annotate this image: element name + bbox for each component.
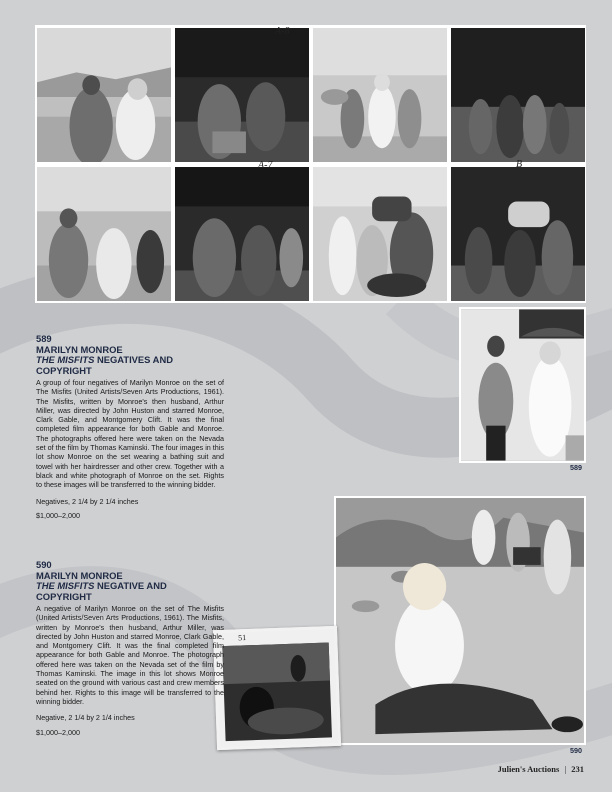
lot-description: A negative of Marilyn Monroe on the set of The Misfits (United Artists/Seven Arts Productions, 1961). The Misfits, written by Monroe's then husband, Arthur Miller, was directed by John Huston and starred Monroe, Clark Gable, and Montgomery Clift. It was the final completed film appearance for both Gable and Monroe. The photograph offered here was taken on the Nevada set of the film by Thomas Kaminski. The image in this lot shows Monroe seated on the ground with various cast and crew members behind her. Rights to this image will be transferred to the winning bidder.: [36, 604, 224, 706]
lot-description: A group of four negatives of Marilyn Monroe on the set of The Misfits (United Artists/Seven Arts Productions, 1961). The Misfits, written by Monroe's then husband, Arthur Miller, was directed by John Huston and starred Monroe, Clark Gable, and Montgomery Clift. It was the final completed film appearance for both Gable and Monroe. The photographs offered here were taken on the Nevada set of the film by Thomas Kaminski. The four images in this lot show Monroe on the set wearing a bathing suit and towel with her hairdresser and other crew. Together with a black and white photograph of Monroe on the set. Rights to these images will be transferred to the winning bidder.: [36, 378, 224, 490]
negative-mark-small: 51: [238, 633, 247, 643]
negative-4: [450, 166, 586, 302]
page-footer: [498, 764, 584, 774]
lot-number: 589: [36, 333, 52, 344]
lot-estimate: $1,000–2,000: [36, 510, 80, 520]
negative-print-2: [312, 27, 448, 163]
lot-589-photo: [459, 307, 586, 463]
lot-589: [36, 334, 224, 520]
lot-number: 590: [36, 559, 52, 570]
footer-separator: |: [564, 764, 567, 774]
lot-dimensions: Negatives, 2 1/4 by 2 1/4 inches: [36, 496, 139, 506]
negative-print-4: [312, 166, 448, 302]
lot-subtitle-rest: NEGATIVE AND COPYRIGHT: [36, 580, 167, 602]
lot-dimensions: Negative, 2 1/4 by 2 1/4 inches: [36, 713, 135, 723]
lot-subtitle: [36, 581, 224, 602]
negative-mark-b: B: [516, 159, 523, 170]
negative-print-1: [36, 27, 172, 163]
negative-1: [174, 27, 310, 163]
lot-title: MARILYN MONROE: [36, 569, 123, 581]
lot-subtitle-film: THE MISFITS: [36, 580, 95, 591]
lot-subtitle-film: THE MISFITS: [36, 354, 95, 365]
lot-subtitle-rest: NEGATIVES AND COPYRIGHT: [36, 354, 173, 376]
lot-title: MARILYN MONROE: [36, 343, 123, 355]
page-number: 231: [571, 764, 584, 774]
lot-590-photo: [334, 496, 586, 745]
lot-590-negative: [213, 626, 341, 750]
negative-mark-a7: A-7: [258, 160, 273, 171]
lot-590: [36, 560, 224, 737]
lot-subtitle: [36, 355, 224, 376]
negative-print-3: [36, 166, 172, 302]
negative-mark-a8: A-8: [275, 26, 290, 37]
negative-2: [450, 27, 586, 163]
negative-3: [174, 166, 310, 302]
lot-589-photo-caption: 589: [570, 463, 582, 472]
lot-estimate: $1,000–2,000: [36, 727, 80, 737]
lot-590-photo-caption: 590: [570, 746, 582, 755]
auction-house-name: Julien's Auctions: [497, 764, 560, 774]
